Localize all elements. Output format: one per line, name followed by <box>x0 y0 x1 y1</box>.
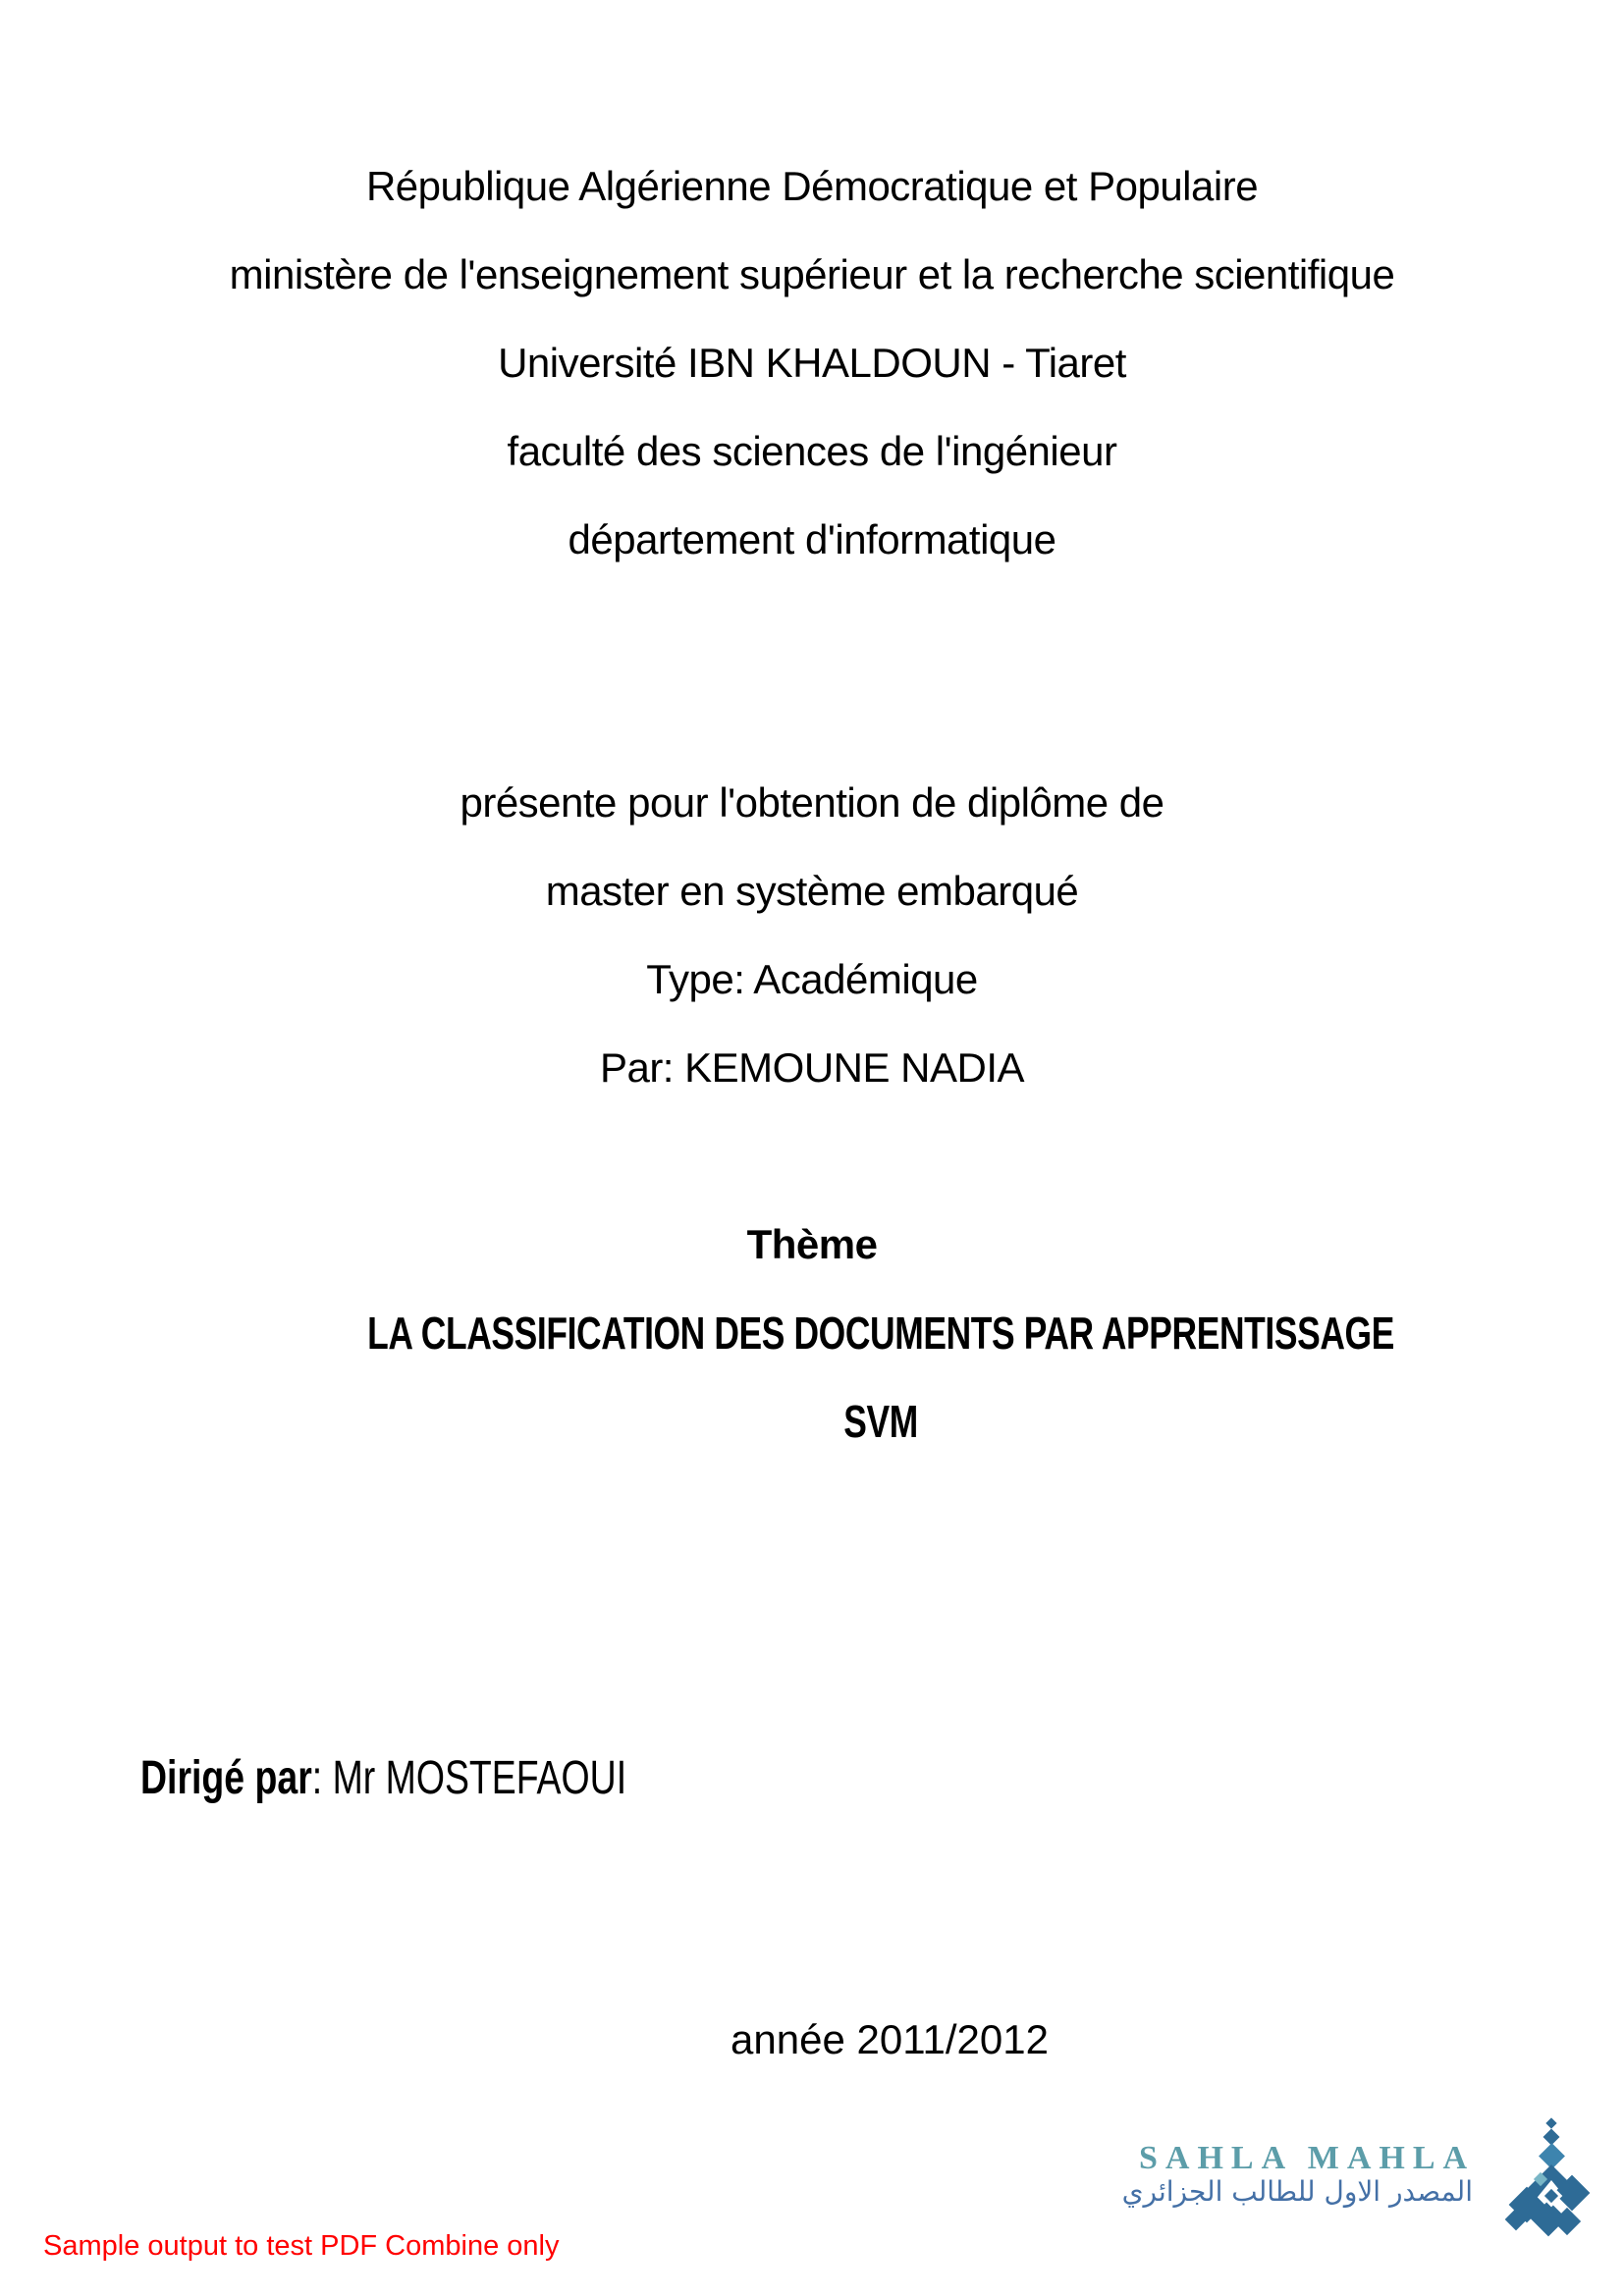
theme-subtitle-text: SVM <box>843 1396 918 1447</box>
academic-year-line: année 2011/2012 <box>731 2016 1049 2062</box>
presentation-block <box>0 759 1624 1112</box>
theme-block <box>0 1201 1624 1466</box>
theme-title-line <box>69 1289 1624 1377</box>
presentation-line-diploma: présente pour l'obtention de diplôme de <box>460 779 1164 826</box>
theme-label-text: Thème <box>746 1221 878 1267</box>
header-line-faculty: faculté des sciences de l'ingénieur <box>507 428 1117 474</box>
logo-brand-text: SAHLA MAHLA <box>1139 2140 1476 2176</box>
header-line-ministry: ministère de l'enseignement supérieur et la recherche scientifique <box>229 251 1395 297</box>
supervisor-condensed-wrap <box>140 1735 626 1823</box>
watermark-text: Sample output to test PDF Combine only <box>43 2230 560 2262</box>
theme-title-text: LA CLASSIFICATION DES DOCUMENTS PAR APPRENTISSAGE <box>367 1308 1394 1359</box>
theme-label <box>0 1201 1624 1289</box>
header-line-republic: République Algérienne Démocratique et Populaire <box>365 163 1259 209</box>
presentation-line-master: master en système embarqué <box>545 868 1079 914</box>
kufic-calligraphy-icon <box>1500 2115 1594 2243</box>
sahla-mahla-logo <box>1119 2110 1610 2258</box>
supervisor-line <box>140 1735 764 1823</box>
institution-header <box>0 142 1624 584</box>
supervisor-label: Dirigé par <box>140 1752 312 1804</box>
supervisor-value: : Mr MOSTEFAOUI <box>311 1752 627 1804</box>
presentation-line-author: Par: KEMOUNE NADIA <box>599 1044 1025 1091</box>
header-line-university: Université IBN KHALDOUN - Tiaret <box>498 340 1126 386</box>
header-line-department: département d'informatique <box>568 516 1056 562</box>
theme-subtitle-line <box>69 1377 1624 1466</box>
presentation-line-type: Type: Académique <box>646 956 978 1002</box>
logo-tagline-arabic: المصدر الاول للطالب الجزائري <box>1121 2175 1473 2208</box>
